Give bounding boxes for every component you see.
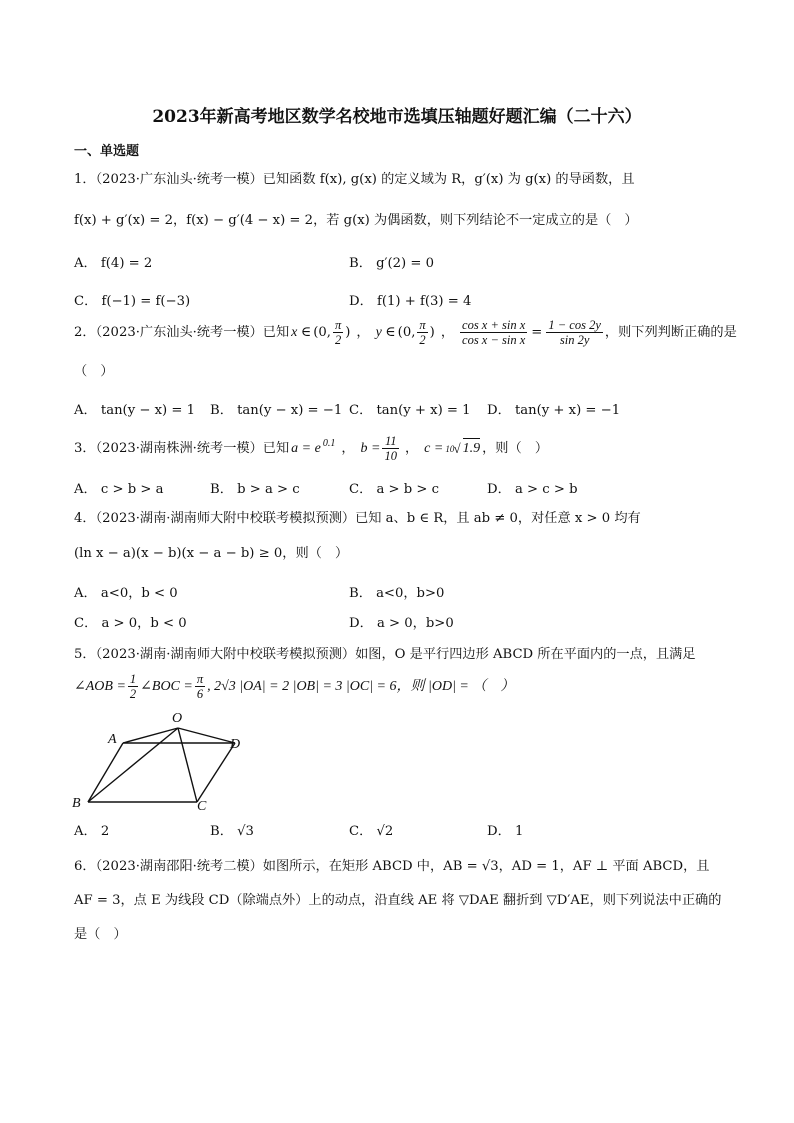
q3-option-d: D． a > c > b	[487, 482, 578, 497]
q4-stem-line2: (ln x − a)(x − b)(x − a − b) ≥ 0，则（ ）	[74, 546, 349, 561]
q3-b-num: 11	[382, 434, 399, 449]
q2-stem-line1: 2．（2023·广东汕头·统考一模）已知 x ∈ (0, $\frac{\pi}{2}$ ) ， y ∈ (0, $\frac{\pi}{2}$ ) ， $\frac{\text{cos x + sin x}}{\text{cos x − sin x}}$ = $\frac{1 - \cos 2y}{\sin 2y}$ ，则下列判断正确的是	[74, 318, 737, 347]
q3-c-def: c =	[424, 440, 444, 456]
q3-b-den: 10	[384, 449, 397, 463]
q2-option-b: B． tan(y − x) = −1	[210, 403, 343, 418]
q2-pi: π	[334, 318, 342, 332]
q4-option-d: D． a > 0，b>0	[349, 616, 454, 631]
q5-option-b: B． √3	[210, 824, 254, 839]
q2-x-left: (0,	[313, 324, 331, 340]
q2-paren: （ ）	[74, 364, 114, 379]
q2-option-c: C． tan(y + x) = 1	[349, 403, 471, 418]
q3-option-c: C． a > b > c	[349, 482, 440, 497]
label-a: A	[108, 732, 117, 747]
q2-y-bound	[417, 318, 427, 347]
q3-a-def: a = e	[291, 440, 321, 456]
segment-od	[178, 728, 235, 743]
q3-b-fraction	[382, 434, 399, 463]
q6-stem-line2: AF = 3，点 E 为线段 CD（除端点外）上的动点，沿直线 AE 将 ▽DAE 翻折到 ▽D′AE，则下列说法中正确的	[74, 893, 722, 908]
q2-lhs-num: cos x + sin x	[462, 318, 526, 332]
q1-stem-line1: 1．（2023·广东汕头·统考一模）已知函数 f(x), g(x) 的定义域为 R，g′(x) 为 g(x) 的导函数，且	[74, 172, 635, 187]
q6-stem-line1: 6．（2023·湖南邵阳·统考二模）如图所示，在矩形 ABCD 中，AB = √3，AD = 1，AF ⊥ 平面 ABCD，且	[74, 859, 710, 874]
q2-lhs-fraction	[460, 318, 527, 347]
q3-a-exp: 0.1	[322, 437, 336, 449]
q1-stem-line2: f(x) + g′(x) = 2，f(x) − g′(4 − x) = 2，若 g(x) 为偶函数，则下列结论不一定成立的是（ ）	[74, 213, 638, 228]
q6-stem-line3: 是（ ）	[74, 927, 127, 942]
segment-oc	[178, 728, 197, 802]
q2-lead: 2．（2023·广东汕头·统考一模）已知	[74, 324, 290, 340]
q4-stem-line1: 4．（2023·湖南·湖南师大附中校联考模拟预测）已知 a、b ∈ R，且 ab ≠ 0，对任意 x > 0 均有	[74, 511, 641, 526]
q2-tail: ，则下列判断正确的是	[604, 324, 737, 340]
q2-rhs-num: 1 − cos 2y	[548, 318, 601, 332]
q2-option-a: A． tan(y − x) = 1	[74, 403, 195, 418]
q5-option-a: A． 2	[74, 824, 110, 839]
q5-stem-line1: 5．（2023·湖南·湖南师大附中校联考模拟预测）如图，O 是平行四边形 ABCD 所在平面内的一点，且满足	[74, 647, 696, 662]
q5-parallelogram-figure	[70, 708, 270, 812]
q3-stem: 3．（2023·湖南株洲·统考一模）已知 a = e $^{0.1}$ ， b = $\frac{11}{10}$ ， c = 10 √ 1.9 ，则（ ）	[74, 434, 549, 463]
q5-option-c: C． √2	[349, 824, 394, 839]
edge-ab	[88, 743, 123, 802]
q1-option-b: B． g′(2) = 0	[349, 256, 435, 271]
page-title: 2023年新高考地区数学名校地市选填压轴题好题汇编（二十六）	[152, 107, 642, 127]
label-c: C	[197, 799, 207, 812]
q4-option-a: A． a<0，b < 0	[74, 586, 178, 601]
q3-lead: 3．（2023·湖南株洲·统考一模）已知	[74, 440, 290, 456]
q2-y-domain: y ∈	[375, 324, 396, 340]
q5-pi-num: π	[196, 672, 204, 686]
q2-y-right: )	[429, 324, 435, 340]
q4-option-b: B． a<0，b>0	[349, 586, 445, 601]
q3-c-index: 10	[445, 443, 455, 454]
q2-rhs-den: sin 2y	[559, 333, 590, 347]
q5-option-d: D． 1	[487, 824, 524, 839]
label-d: D	[230, 737, 241, 752]
q2-y-left: (0,	[397, 324, 416, 340]
q5-half	[128, 672, 138, 701]
q5-pi-sixth	[195, 672, 205, 701]
q2-two-2: 2	[419, 333, 426, 347]
q5-half-den: 2	[129, 687, 137, 701]
label-o: O	[172, 711, 183, 726]
q5-pi-den: 6	[196, 687, 204, 701]
q2-x-bound	[333, 318, 343, 347]
q2-rhs-fraction	[546, 318, 603, 347]
q1-option-d: D． f(1) + f(3) = 4	[349, 294, 472, 309]
q2-lhs-den: cos x − sin x	[462, 333, 526, 347]
q5-condition: , 2√3 |OA| = 2 |OB| = 3 |OC| = 6，则 |OD| = （ ）	[207, 678, 515, 694]
q5-angle-mid: ∠BOC =	[140, 678, 193, 694]
q3-c-radicand: 1.9	[463, 438, 481, 459]
q5-half-num: 1	[129, 672, 137, 686]
q3-option-b: B． b > a > c	[210, 482, 300, 497]
q2-pi-2: π	[419, 318, 426, 332]
q1-option-a: A． f(4) = 2	[74, 256, 153, 271]
q2-option-d: D． tan(y + x) = −1	[487, 403, 621, 418]
q2-x-right: )	[345, 324, 351, 340]
q4-option-c: C． a > 0，b < 0	[74, 616, 187, 631]
q2-two: 2	[334, 333, 342, 347]
q1-option-c: C． f(−1) = f(−3)	[74, 294, 191, 309]
q3-tail: ，则（ ）	[482, 440, 549, 456]
label-b: B	[72, 796, 81, 811]
section-heading: 一、单选题	[74, 144, 140, 159]
segment-ob	[88, 728, 178, 802]
q3-option-a: A． c > b > a	[74, 482, 164, 497]
q5-angle-lhs: ∠AOB =	[74, 678, 126, 694]
q5-stem-line2	[74, 672, 514, 701]
q2-x-domain: x ∈	[291, 324, 312, 340]
q3-b-def: b =	[360, 440, 381, 456]
